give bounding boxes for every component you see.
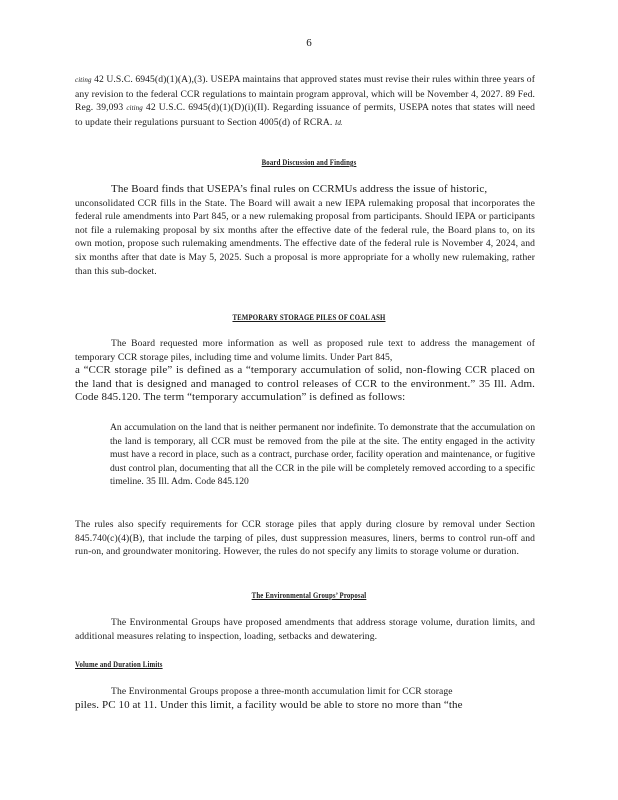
- heading-volume-duration: Volume and Duration Limits: [75, 659, 163, 669]
- intro-paragraph: [75, 73, 535, 130]
- heading-environmental-groups: The Environmental Groups’ Proposal: [251, 590, 367, 600]
- temporary-storage-paragraph-2: The rules also specify requirements for CCR storage piles that apply during closure by removal under Section 845.740(c)(4)(B), that include the tarping of piles, dust suppression measures, liners, berms to control run-off and run-on, and groundwater monitoring. However, the rules do not specify any limits to storage volume or duration.: [75, 519, 535, 558]
- heading-temporary-storage: TEMPORARY STORAGE PILES OF COAL ASH: [232, 312, 386, 322]
- environmental-groups-text: The Environmental Groups have proposed amendments that address storage volume, duration limits, and additional measures relating to inspection, loading, setbacks and dewatering.: [75, 617, 535, 642]
- board-discussion-paragraph: [75, 183, 535, 278]
- temporary-storage-paragraph-1: [75, 337, 535, 405]
- volume-duration-text-a: The Environmental Groups propose a three-month accumulation limit for CCR storage: [111, 686, 453, 697]
- temporary-storage-para1-b: a “CCR storage pile” is defined as a “temporary accumulation of solid, non-flowing CCR placed on the land that is designed and managed to control releases of CCR to the environment.” 35 Ill. Adm. Code 845.120. The term “temporary accumulation” is defined as follows:: [75, 364, 535, 404]
- heading-board-discussion: Board Discussion and Findings: [261, 157, 357, 167]
- intro-text-2: 42 U.S.C. 6945(d)(1)(D)(i)(II). Regarding issuance of permits, USEPA notes that states will need to update their regulations pursuant to Section 4005(d) of RCRA.: [75, 102, 535, 128]
- board-discussion-body: unconsolidated CCR fills in the State. The Board will await a new IEPA rulemaking proposal that incorporates the federal rule amendments into Part 845, or a new rulemaking proposal from participants. Should IEPA or participants not file a rulemaking proposal by six months after the effective date of the federal rule, the Board plans to, on its own motion, propose such rulemaking amendments. The effective date of the federal rule is November 4, 2024, and six months after that date is May 5, 2025. Such a proposal is more appropriate for a wholly new rulemaking, rather than this sub-docket.: [75, 197, 535, 277]
- page-number: 6: [306, 37, 312, 49]
- temporary-accumulation-definition-quote: An accumulation on the land that is neither permanent nor indefinite. To demonstrate that the accumulation on the land is temporary, all CCR must be removed from the pile at the site. The entity engaged in the activity must have a record in place, such as a contract, purchase order, facility operation and maintenance, or fugitive dust control plan, documenting that all the CCR in the pile will be completely removed according to a specific timeline. 35 Ill. Adm. Code 845.120: [110, 422, 535, 488]
- volume-duration-text-b: piles. PC 10 at 11. Under this limit, a facility would be able to store no more than “the: [75, 698, 463, 711]
- environmental-groups-paragraph: [75, 616, 535, 643]
- intro-text-1: 42 U.S.C. 6945(d)(1)(A),(3). USEPA maintains that approved states must revise their rules within three years of any revision to the federal CCR regulations to maintain program approval, which will be November 4, 2027. 89 Fed. Reg. 39,093: [75, 74, 535, 114]
- volume-duration-paragraph: [75, 685, 535, 712]
- citation-signal: citing: [126, 104, 143, 113]
- board-discussion-lead: The Board finds that USEPA’s final rules on CCRMUs address the issue of historic,: [111, 183, 488, 195]
- citation-id: Id.: [334, 118, 343, 127]
- temporary-storage-para1-a: The Board requested more information as well as proposed rule text to address the management of temporary CCR storage piles, including time and volume limits. Under Part 845,: [75, 338, 535, 363]
- citation-signal: citing: [75, 76, 92, 84]
